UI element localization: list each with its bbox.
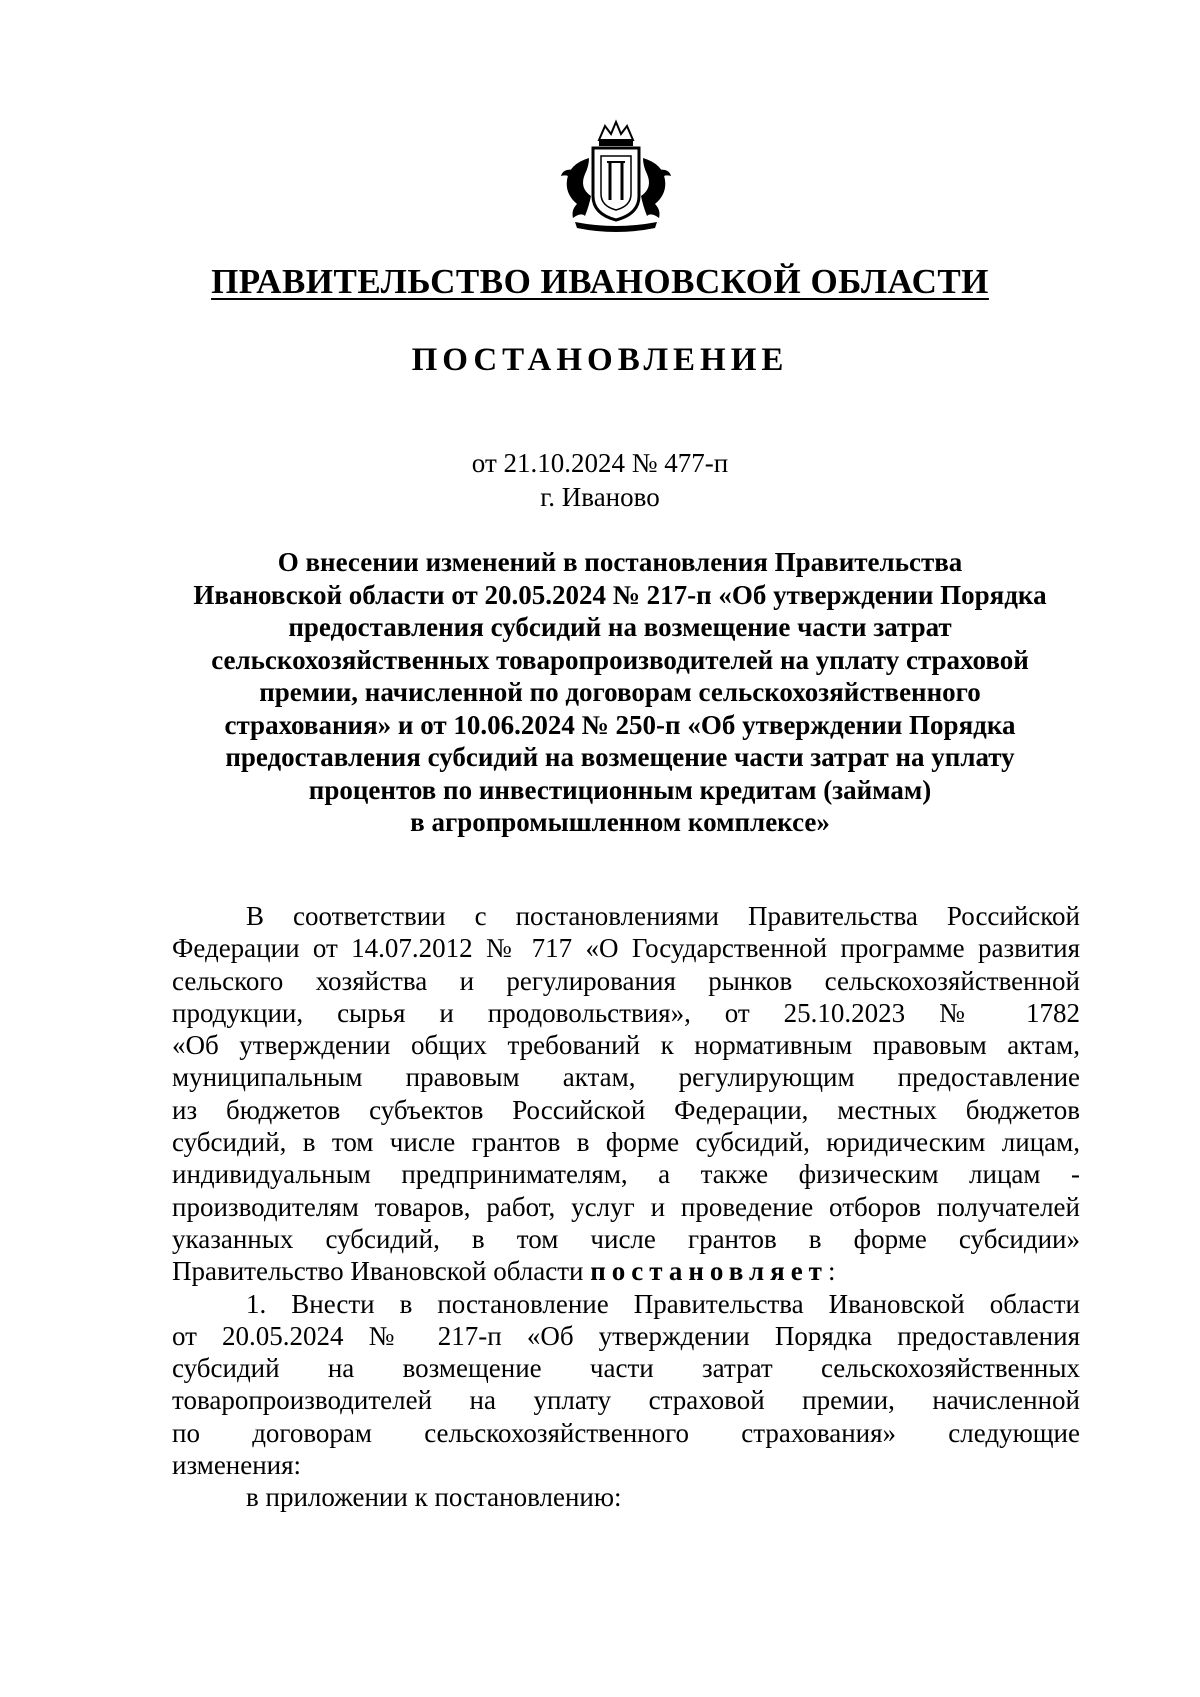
text-line: производителям товаров, работ, услуг и проведение отборов получателей: [172, 1191, 1080, 1222]
text-line: В соответствии с постановлениями Правительства Российской: [246, 901, 1080, 931]
title-line: предоставления субсидий на возмещение части затрат на уплату: [225, 742, 1015, 772]
preamble: [172, 900, 1080, 1288]
document-meta: [0, 446, 1200, 514]
text-line: сельского хозяйства и регулирования рынков сельскохозяйственной: [172, 965, 1080, 996]
text-line: муниципальным правовым актам, регулирующим предоставление: [172, 1062, 1080, 1093]
annex-line: в приложении к постановлению:: [246, 1482, 622, 1513]
title-line: процентов по инвестиционным кредитам (займам): [308, 774, 932, 805]
document-type: ПОСТАНОВЛЕНИЕ: [411, 342, 789, 378]
text-line: продукции, сырья и продовольствия», от 25.10.2023 № 1782: [172, 997, 1080, 1028]
text-line: субсидий на возмещение части затрат сельскохозяйственных: [172, 1353, 1080, 1384]
text-line: индивидуальным предпринимателям, а также физическим лицам -: [172, 1159, 1080, 1190]
text-line: товаропроизводителей на уплату страховой премии, начисленной: [172, 1385, 1080, 1416]
text-line: Федерации от 14.07.2012 № 717 «О Государственной программе развития: [172, 933, 1080, 964]
city: г. Иваново: [540, 482, 660, 512]
title-line: страхования» и от 10.06.2024 № 250-п «Об утверждении Порядка: [224, 709, 1016, 740]
document-body: [172, 900, 1080, 1514]
text-line: из бюджетов субъектов Российской Федерации, местных бюджетов: [172, 1094, 1080, 1125]
text-line: субсидий, в том числе грантов в форме субсидий, юридическим лицам,: [172, 1127, 1080, 1158]
text-line: указанных субсидий, в том числе грантов в форме субсидии»: [172, 1223, 1080, 1254]
resolve-prefix: Правительство Ивановской области: [172, 1256, 591, 1287]
title-line: предоставления субсидий на возмещение части затрат: [288, 612, 952, 642]
document-title: [150, 546, 1090, 839]
text-line: изменения:: [172, 1450, 302, 1481]
date-number: от 21.10.2024 № 477-п: [471, 448, 729, 478]
title-line: в агропромышленном комплексе»: [410, 807, 830, 837]
item-1: [172, 1288, 1080, 1482]
resolve-keyword: постановляет: [590, 1256, 828, 1287]
text-line: «Об утверждении общих требований к нормативным правовым актам,: [172, 1030, 1080, 1061]
title-line: Ивановской области от 20.05.2024 № 217-п «Об утверждении Порядка: [193, 579, 1047, 610]
text-line: по договорам сельскохозяйственного страхования» следующие: [172, 1417, 1080, 1448]
text-line: 1. Внести в постановление Правительства Ивановской области: [246, 1288, 1080, 1319]
title-line: сельскохозяйственных товаропроизводителей на уплату страховой: [211, 644, 1029, 675]
coat-of-arms-icon: [555, 118, 677, 236]
title-line: О внесении изменений в постановления Правительства: [277, 547, 963, 577]
title-line: премии, начисленной по договорам сельскохозяйственного: [259, 677, 981, 707]
text-line: от 20.05.2024 № 217-п «Об утверждении Порядка предоставления: [172, 1320, 1080, 1351]
organization-name: ПРАВИТЕЛЬСТВО ИВАНОВСКОЙ ОБЛАСТИ: [211, 262, 989, 301]
resolve-line: [172, 1255, 1080, 1287]
resolve-suffix: :: [827, 1256, 836, 1287]
